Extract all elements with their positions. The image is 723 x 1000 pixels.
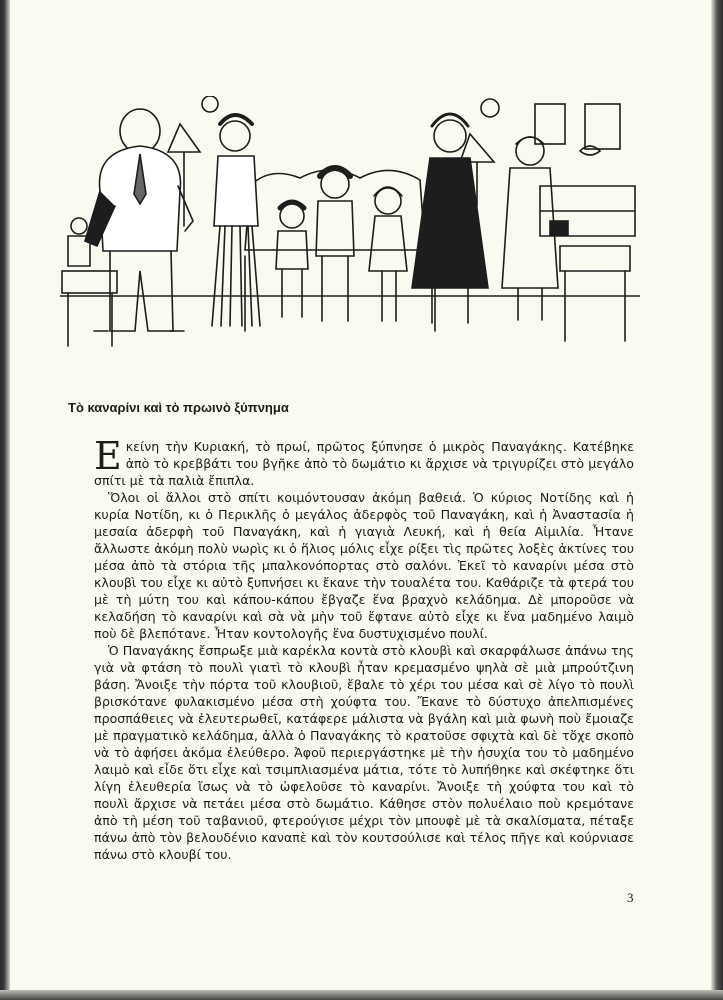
chapter-title: Τὸ καναρίνι καὶ τὸ πρωινὸ ξύπνημα — [68, 400, 289, 415]
story-paragraph: Ὁ Παναγάκης ἔσπρωξε μιὰ καρέκλα κοντὰ στὸ κλουβὶ καὶ σκαρφάλωσε ἀπάνω της γιὰ νὰ φτάση τὸ πουλὶ γιατὶ τὸ κλουβὶ ἦταν κρεμασμένο ψηλὰ σὲ μιὰ μπρούτζινη βάση. Ἄνοιξε τὴν πόρτα τοῦ κλουβιοῦ, ἔβαλε τὸ χέρι του μέσα καὶ σὲ λίγο τὸ πουλὶ βρισκότανε φυλακισμένο μέσα στὴ χούφτα του. Ἔκανε τὸ δύστυχο ἀπελπισμένες προσπάθειες νὰ ἐλευτερωθεῖ, κατάφερε μάλιστα νὰ βγάλη καὶ μιὰ φωνὴ ποὺ ἔμοιαζε μὲ πραγματικὸ κελάδημα, ἀλλὰ ὁ Παναγάκης τὸ κρατοῦσε σφιχτὰ καὶ δὲ τὄχε σκοπὸ νὰ τὸ ἀφήσει ἀκόμα ἐλεύθερο. Ἀφοῦ περιεργάστηκε μὲ τὴν ἡσυχία του τὸ μαδημένο λαιμὸ καὶ εἶδε ὅτι εἶχε καὶ τσιμπλιασμένα μάτια, τότε τὸ λυπήθηκε καὶ σκέφτηκε ὅτι λίγη ἐλευθερία ἴσως νὰ τὸ ὠφελοῦσε τὸ καναρίνι. Ἄνοιξε τὴ χούφτα του καὶ τὸ πουλὶ ἄρχισε νὰ πετάει μέσα στὸ δωμάτιο. Κάθησε στὸν πολυέλαιο ποὺ κρεμότανε ἀπὸ τὴ μέση τοῦ ταβανιοῦ, φτερούγισε μέχρι τὸν μπουφὲ μὲ τὰ σκαλίσματα, πέταξε πάνω ἀπὸ τὸν βελουδένιο καναπὲ καὶ τὸν κουτσούλισε καὶ τέλος πῆγε καὶ κούρνιασε πάνω στὸ κλουβί του. — [94, 643, 634, 862]
older-boy-figure — [316, 168, 354, 321]
page-number: 3 — [627, 890, 634, 905]
story-paragraph: Ὅλοι οἱ ἄλλοι στὸ σπίτι κοιμόντουσαν ἀκόμη βαθειά. Ὁ κύριος Νοτίδης καὶ ἡ κυρία Νοτίδη, κι ὁ Περικλῆς ὁ μεγάλος ἀδερφὸς τοῦ Παναγάκη, καὶ ἡ Ἀναστασία ἡ μεσαία ἀδερφὴ τοῦ Παναγάκη, καὶ ἡ γιαγιὰ Λευκή, καὶ ἡ θεία Αἰμιλία. Ἦτανε ἄλλωστε ἀκόμη πολὺ νωρὶς κι ὁ ἥλιος μόλις εἶχε ρίξει τὶς πρῶτες λοξὲς ἀκτίνες του μέσα ἀπὸ τὰ στόρια τῆς μπαλκονόπορτας στὸ σαλόνι. Ἐκεῖ τὸ καναρίνι μέσα στὸ κλουβὶ του εἶχε κι αὐτὸ ξυπνήσει κι ἔκανε τὴν τουαλέτα του. Καθάριζε τὰ φτερά του μὲ τὴ μύτη του καὶ κάπου-κάπου ἔβγαζε ἕνα βραχνὸ κελάδημα. Δὲ μποροῦσε νὰ κελαδήση τὸ καναρίνι καὶ σὰ νὰ μὴν τοῦ ἔφτανε αὐτὸ εἶχε κι ἕνα μαδημένο λαιμὸ ποὺ δὲ βλεπότανε. Ἦταν κοντολογῆς ἕνα δυστυχισμένο πουλί. — [94, 490, 634, 641]
family-illustration — [60, 96, 640, 361]
scan-edge-bottom — [0, 990, 723, 1000]
small-boy-figure — [276, 202, 308, 317]
aunt-figure — [502, 137, 568, 320]
story-paragraph — [94, 434, 634, 489]
girl-figure — [369, 187, 407, 321]
mother-figure — [212, 115, 260, 326]
drop-cap: Ε — [94, 434, 122, 478]
paragraph-text: κείνη τὴν Κυριακή, τὸ πρωί, πρῶτος ξύπνησε ὁ μικρὸς Παναγάκης. Κατέβηκε ἀπὸ τὸ κρεββάτι του βγῆκε ἀπὸ τὸ δωμάτιο κι ἄρχισε νὰ τριγυρίζει στὸ μεγάλο σπίτι μὲ τὰ παλιὰ ἔπιπλα. — [94, 439, 634, 488]
scan-edge-right — [711, 0, 723, 1000]
story-text — [94, 434, 634, 863]
father-figure — [85, 109, 193, 331]
grandmother-figure — [412, 114, 488, 323]
scan-edge-left — [0, 0, 10, 1000]
